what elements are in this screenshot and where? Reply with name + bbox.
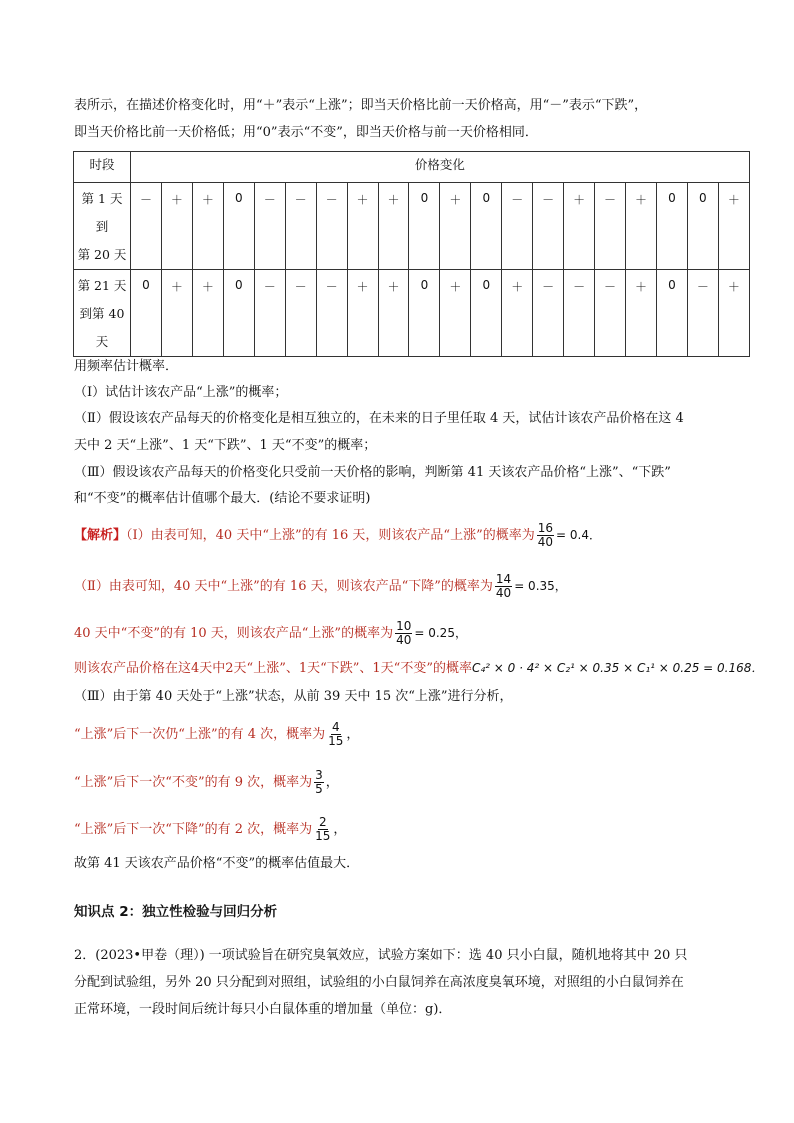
problem-2-line-1: 2．(2023•甲卷（理）) 一项试验旨在研究臭氧效应，试验方案如下：选 40 只小白鼠，随机地将其中 20 只 (74, 948, 688, 963)
question-part-2-line-2: 天中 2 天“上涨”、1 天“下跌”、1 天“不变”的概率； (74, 438, 377, 453)
table-row (74, 183, 750, 270)
price-change-cell: 0 (687, 183, 718, 270)
price-change-cell: ＋ (378, 183, 409, 270)
question-part-3-line-2: 和“不变”的概率估计值哪个最大．(结论不要求证明) (74, 491, 371, 506)
intro-line-1: 表所示，在描述价格变化时，用“＋”表示“上涨”；即当天价格比前一天价格高，用“－”表示“下跌”， (74, 98, 648, 113)
solution-line-4 (74, 659, 763, 678)
solution-7-text: “上涨”后下一次“不变”的有 9 次，概率为 (74, 775, 313, 790)
price-change-cell: － (687, 270, 718, 357)
price-change-cell: ＋ (347, 270, 378, 357)
solution-line-1 (74, 522, 601, 549)
solution-6-comma: ， (346, 727, 360, 742)
table-header-row (74, 152, 750, 183)
price-change-cell: 0 (409, 183, 440, 270)
price-change-cell: 0 (471, 183, 502, 270)
price-change-cell: － (254, 270, 285, 357)
price-change-cell: － (285, 183, 316, 270)
question-part-1: （Ⅰ）试估计该农产品“上涨”的概率； (74, 385, 288, 400)
solution-2-result: = 0.35， (514, 579, 567, 593)
fraction-3-5: $\frac{3}{5}$ (315, 768, 323, 796)
solution-1-result: = 0.4． (556, 528, 601, 542)
solution-3-text: 40 天中“不变”的有 10 天，则该农产品“上涨”的概率为 (74, 626, 394, 641)
solution-1-text: （Ⅰ）由表可知，40 天中“上涨”的有 16 天，则该农产品“上涨”的概率为 (126, 528, 535, 543)
question-intro: 用频率估计概率． (74, 359, 179, 374)
header-period: 时段 (74, 152, 131, 183)
price-change-cell: － (285, 270, 316, 357)
price-change-cell: － (595, 183, 626, 270)
price-change-cell: ＋ (440, 270, 471, 357)
price-change-cell: ＋ (440, 183, 471, 270)
price-change-cell: 0 (131, 270, 162, 357)
fraction-4-15: $\frac{4}{15}$ (328, 720, 344, 748)
solution-4-text: 则该农产品价格在这4天中2天“上涨”、1天“下跌”、1天“不变”的概率 (74, 661, 472, 676)
header-price-change: 价格变化 (131, 152, 750, 183)
table-row (74, 270, 750, 357)
problem-2-line-2: 分配到试验组，另外 20 只分配到对照组，试验组的小白鼠饲养在高浓度臭氧环境，对照组的小白鼠饲养在 (74, 975, 684, 990)
price-change-cell: － (502, 183, 533, 270)
solution-7-comma: ， (325, 775, 339, 790)
row-label-day21-40: 第 21 天 到第 40 天 (74, 270, 131, 357)
fraction-16-40: $\frac{16}{40}$ (537, 521, 553, 549)
price-change-cell: － (595, 270, 626, 357)
solution-line-2 (74, 573, 567, 600)
problem-2-line-3: 正常环境，一段时间后统计每只小白鼠体重的增加量（单位：g)． (74, 1002, 452, 1017)
solution-8-text: “上涨”后下一次“下降”的有 2 次，概率为 (74, 822, 313, 837)
solution-6-text: “上涨”后下一次仍“上涨”的有 4 次，概率为 (74, 727, 326, 742)
fraction-10-40: $\frac{10}{40}$ (396, 619, 412, 647)
solution-line-6 (74, 721, 359, 748)
price-change-cell: ＋ (161, 183, 192, 270)
price-change-cell: ＋ (502, 270, 533, 357)
price-change-cell: 0 (409, 270, 440, 357)
question-part-2-line-1: （Ⅱ）假设该农产品每天的价格变化是相互独立的，在未来的日子里任取 4 天，试估计该农产品价格在这 4 (74, 411, 684, 426)
price-change-cell: － (533, 183, 564, 270)
price-change-cell: 0 (471, 270, 502, 357)
solution-line-3 (74, 620, 467, 647)
solution-2-text: （Ⅱ）由表可知，40 天中“上涨”的有 16 天，则该农产品“下降”的概率为 (74, 579, 493, 594)
fraction-2-15: $\frac{2}{15}$ (315, 815, 331, 843)
price-change-cell: ＋ (192, 270, 223, 357)
price-change-cell: － (533, 270, 564, 357)
row-label-day1-20: 第 1 天 到 第 20 天 (74, 183, 131, 270)
price-change-cell: ＋ (564, 183, 595, 270)
price-change-cell: 0 (656, 183, 687, 270)
fraction-14-40: $\frac{14}{40}$ (495, 572, 512, 600)
price-change-cell: ＋ (718, 183, 749, 270)
question-part-3-line-1: （Ⅲ）假设该农产品每天的价格变化只受前一天价格的影响，判断第 41 天该农产品价格“上涨”、“下跌” (74, 465, 671, 480)
solution-bracket: 【解析】 (74, 528, 127, 543)
price-change-cell: ＋ (192, 183, 223, 270)
price-change-cell: ＋ (626, 183, 657, 270)
price-change-cell: 0 (223, 270, 254, 357)
price-change-cell: ＋ (378, 270, 409, 357)
solution-line-8 (74, 816, 346, 843)
price-change-table (73, 151, 750, 357)
solution-8-comma: ， (333, 822, 347, 837)
price-change-cell: － (316, 270, 347, 357)
solution-line-5: （Ⅲ）由于第 40 天处于“上涨”状态，从前 39 天中 15 次“上涨”进行分析， (74, 689, 513, 704)
price-change-cell: 0 (223, 183, 254, 270)
price-change-cell: ＋ (626, 270, 657, 357)
price-change-cell: － (254, 183, 285, 270)
solution-line-7 (74, 769, 339, 796)
solution-3-result: = 0.25， (414, 626, 467, 640)
price-change-cell: ＋ (347, 183, 378, 270)
price-change-cell: 0 (656, 270, 687, 357)
section-heading: 知识点 2：独立性检验与回归分析 (74, 904, 278, 920)
solution-line-9: 故第 41 天该农产品价格“不变”的概率估值最大． (74, 856, 360, 871)
solution-4-formula: C₄² × 0 · 4² × C₂¹ × 0.35 × C₁¹ × 0.25 = 0.168． (471, 661, 764, 675)
price-change-cell: － (316, 183, 347, 270)
price-change-cell: － (131, 183, 162, 270)
price-change-cell: ＋ (161, 270, 192, 357)
intro-line-2: 即当天价格比前一天价格低；用“0”表示“不变”，即当天价格与前一天价格相同． (74, 125, 538, 140)
price-change-cell: － (564, 270, 595, 357)
price-change-cell: ＋ (718, 270, 749, 357)
